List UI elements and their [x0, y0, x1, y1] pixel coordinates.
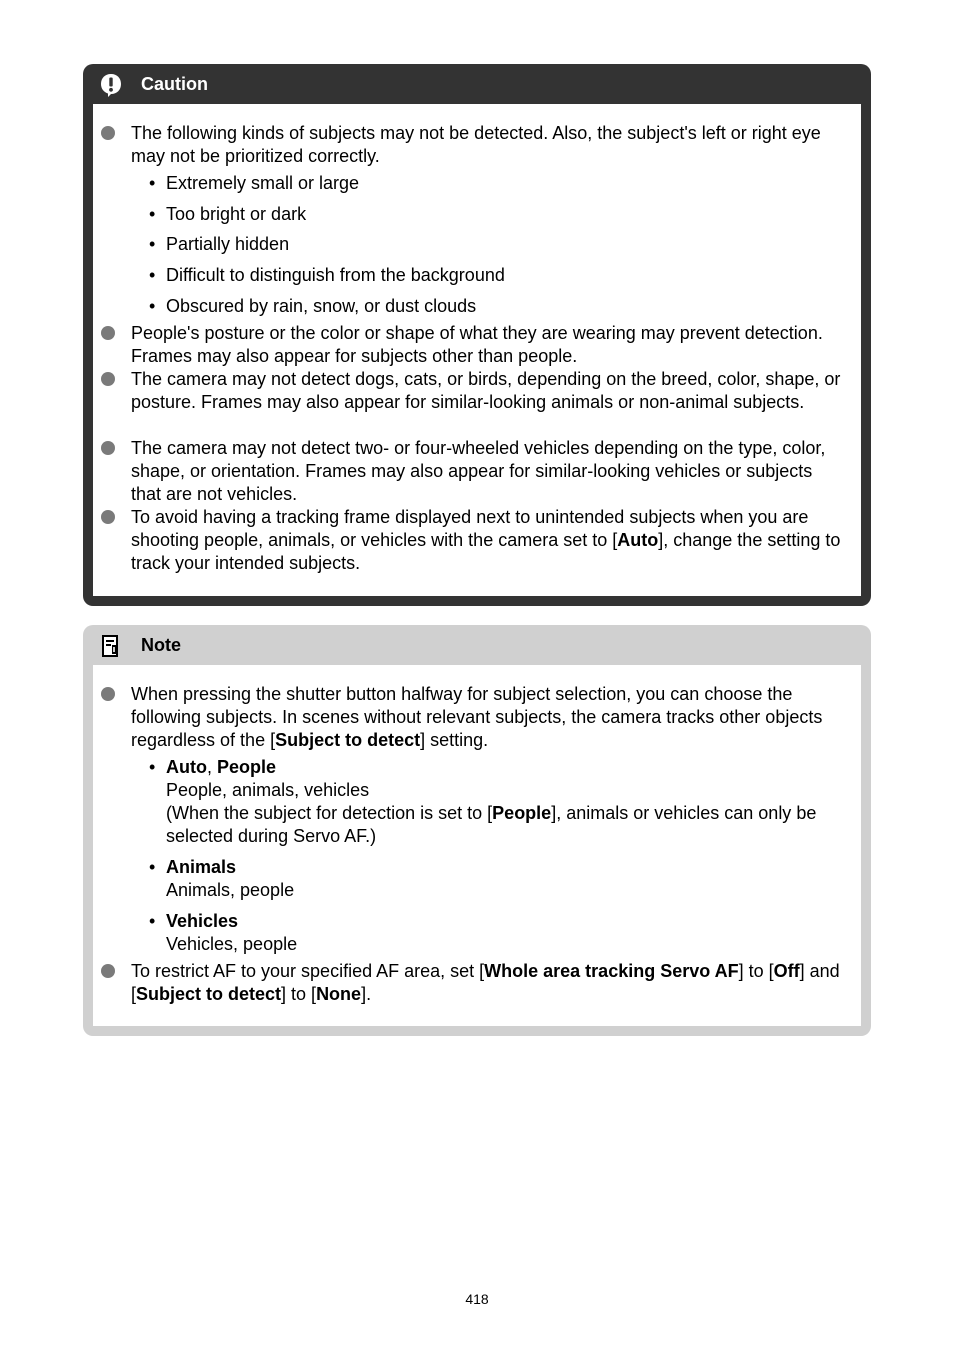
- caution-item-4: The camera may not detect two- or four-wheeled vehicles depending on the type, color, shape, or orientation. Frames may also appear for similar-looking vehicles or subjects that are not vehicles.: [131, 438, 826, 504]
- caution-box: [83, 64, 871, 606]
- note-item-2: To restrict AF to your specified AF area, set [Whole area tracking Servo AF] to [Off] and [Subject to detect] to [None].: [131, 961, 840, 1004]
- caution-subitem-1: • Extremely small or large: [149, 173, 360, 193]
- caution-subitem-5: • Obscured by rain, snow, or dust clouds: [149, 296, 477, 316]
- caution-item-1: The following kinds of subjects may not be detected. Also, the subject's left or right eye may not be prioritized correctly.: [131, 123, 821, 166]
- caution-subitem-3: • Partially hidden: [149, 234, 290, 254]
- caution-subitem-4: • Difficult to distinguish from the background: [149, 265, 505, 285]
- bullet-icon: [101, 126, 115, 140]
- note-item-1: When pressing the shutter button halfway for subject selection, you can choose the following subjects. In scenes without relevant subjects, the camera tracks other objects regardless of the [Subject to detect] setting.: [131, 684, 823, 750]
- caution-subitem-2: • Too bright or dark: [149, 204, 307, 224]
- bullet-icon: [101, 510, 115, 524]
- bullet-icon: [101, 687, 115, 701]
- caution-title: Caution: [141, 74, 208, 94]
- bullet-icon: [101, 964, 115, 978]
- page-number: 418: [465, 1291, 489, 1307]
- note-subitem-animals: • Animals Animals, people: [149, 857, 295, 900]
- note-header: [83, 625, 871, 665]
- note-title: Note: [141, 635, 181, 655]
- bullet-icon: [101, 372, 115, 386]
- caution-body: [93, 104, 861, 596]
- note-subitem-auto-people: • Auto, People People, animals, vehicles (When the subject for detection is set to [People], animals or vehicles can only be selected during Servo AF.): [149, 757, 817, 846]
- bullet-icon: [101, 326, 115, 340]
- caution-header: [83, 64, 871, 104]
- note-subitem-vehicles: • Vehicles Vehicles, people: [149, 911, 298, 954]
- caution-item-5: To avoid having a tracking frame displayed next to unintended subjects when you are shooting people, animals, or vehicles with the camera set to [Auto], change the setting to track your intended subjects.: [131, 507, 841, 573]
- note-body: [93, 665, 861, 1026]
- note-icon: [99, 634, 123, 658]
- note-box: [83, 625, 871, 1036]
- exclamation-icon: [99, 73, 123, 97]
- caution-item-2: People's posture or the color or shape of what they are wearing may prevent detection. Frames may also appear for subjects other than people.: [131, 323, 823, 366]
- bullet-icon: [101, 441, 115, 455]
- caution-item-3: The camera may not detect dogs, cats, or birds, depending on the breed, color, shape, or posture. Frames may also appear for similar-looking animals or non-animal subjects.: [131, 369, 841, 412]
